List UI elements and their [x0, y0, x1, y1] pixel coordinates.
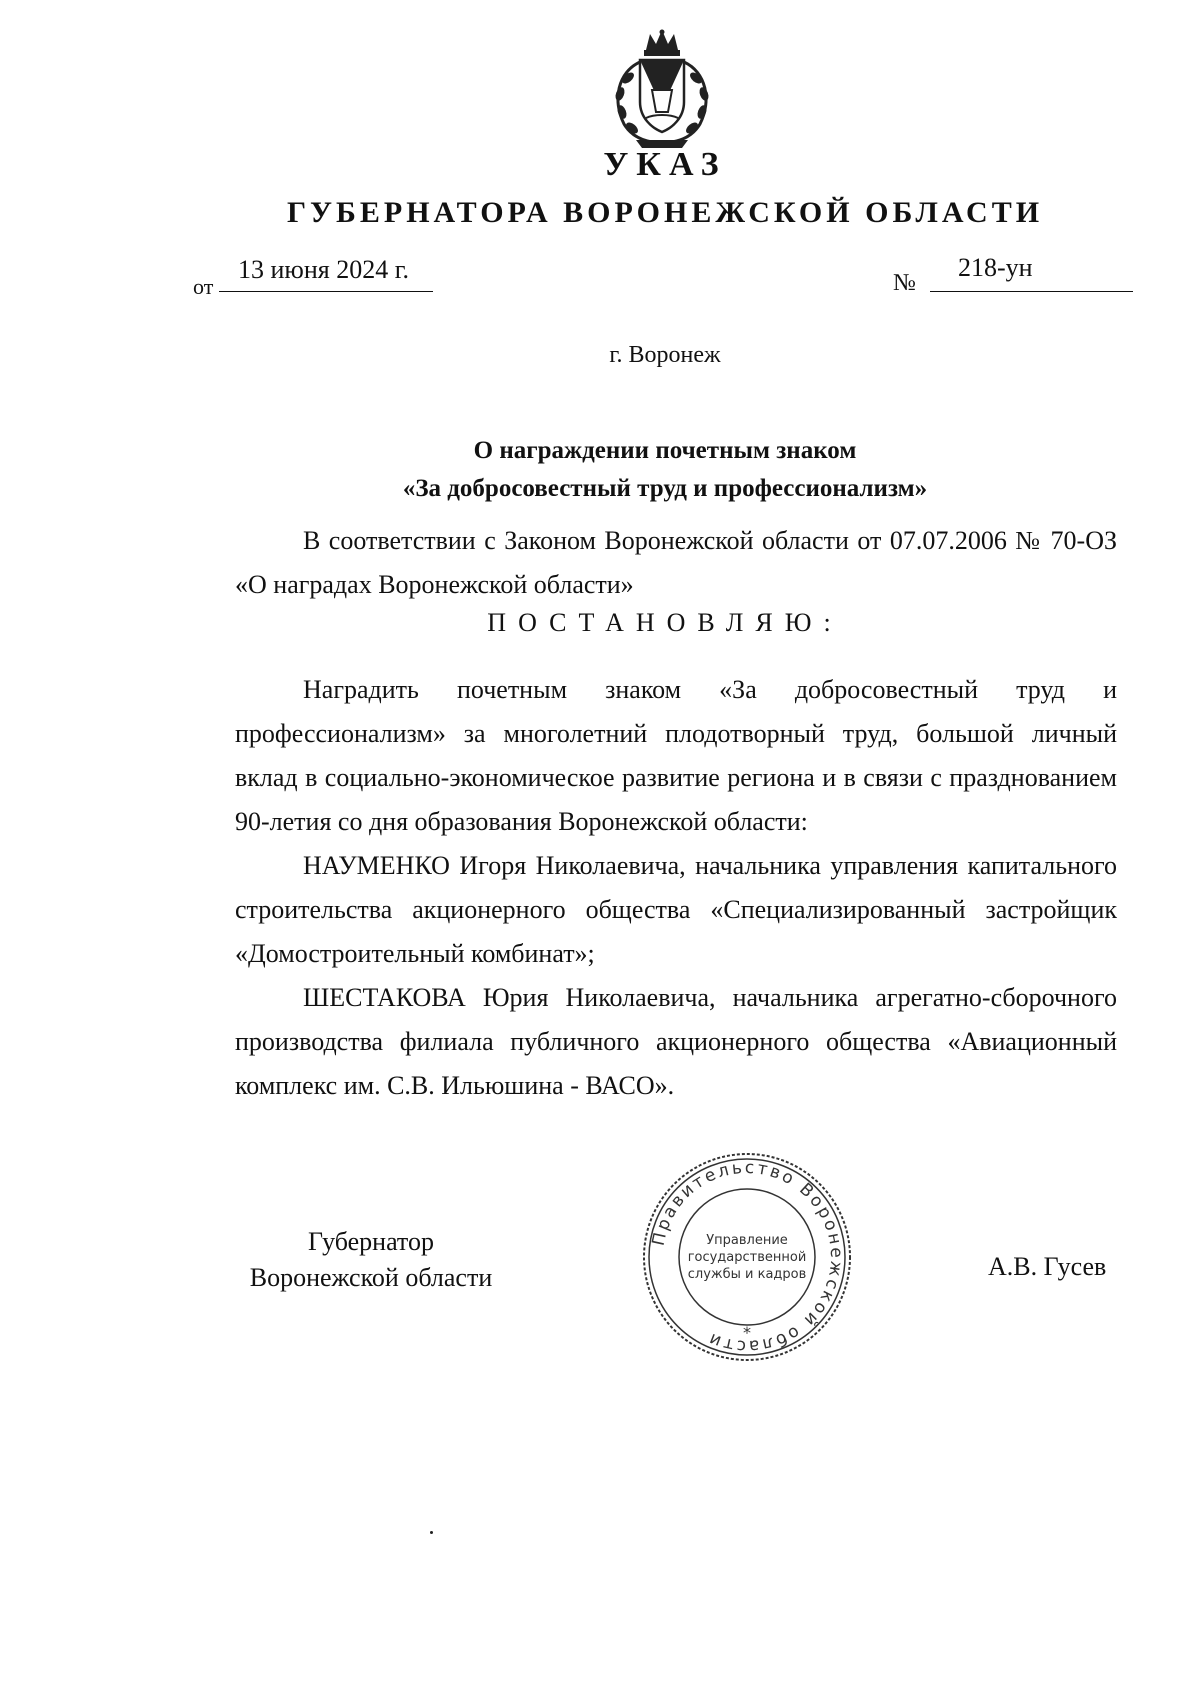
position-line-1: Губернатор [308, 1227, 434, 1256]
date-value: 13 июня 2024 г. [238, 255, 409, 284]
number-underline [930, 291, 1133, 292]
city: г. Воронеж [609, 342, 721, 368]
number-prefix: № [893, 270, 916, 296]
number-value: 218-ун [958, 253, 1033, 282]
award-paragraph: Наградить почетным знаком «За добросовестный труд и профессионализм» за многолетний плодотворный труд, большой личный вклад в социально-экономическое развитие региона и в связи с празднованием 90-летия со дня образования Воронежской области: [235, 675, 1117, 836]
seal-ring-text: Правительство Воронежской области [648, 1157, 847, 1357]
signatory-position [238, 1224, 504, 1296]
seal-center-line-1: Управление [706, 1233, 788, 1248]
subject [0, 432, 1200, 508]
seal-star: * [743, 1323, 751, 1342]
document-subtitle: ГУБЕРНАТОРА ВОРОНЕЖСКОЙ ОБЛАСТИ [286, 196, 1044, 229]
coat-of-arms-icon [606, 28, 718, 150]
official-seal [640, 1150, 854, 1364]
seal-center-line-2: государственной [687, 1250, 807, 1265]
position-line-2: Воронежской области [249, 1263, 493, 1292]
preamble: В соответствии с Законом Воронежской области от 07.07.2006 № 70-ОЗ «О наградах Воронежской области» [235, 526, 1117, 599]
seal-center-line-3: службы и кадров [687, 1267, 807, 1282]
recipient-2: ШЕСТАКОВА Юрия Николаевича, начальника агрегатно-сборочного производства филиала публичного акционерного общества «Авиационный комплекс им. С.В. Ильюшина - ВАСО». [235, 983, 1117, 1100]
document-title: УКАЗ [603, 146, 727, 183]
signatory-name: А.В. Гусев [988, 1252, 1107, 1281]
subject-line-1: О награждении почетным знаком [473, 437, 857, 464]
scan-speck [430, 1531, 433, 1534]
recipient-1: НАУМЕНКО Игоря Николаевича, начальника управления капитального строительства акционерного общества «Специализированный застройщик «Домостроительный комбинат»; [235, 851, 1117, 968]
date-prefix: от [193, 274, 214, 299]
subject-line-2: «За добросовестный труд и профессионализм» [402, 475, 928, 502]
decree-heading: ПОСТАНОВЛЯЮ: [487, 608, 843, 637]
date-underline [219, 291, 433, 292]
